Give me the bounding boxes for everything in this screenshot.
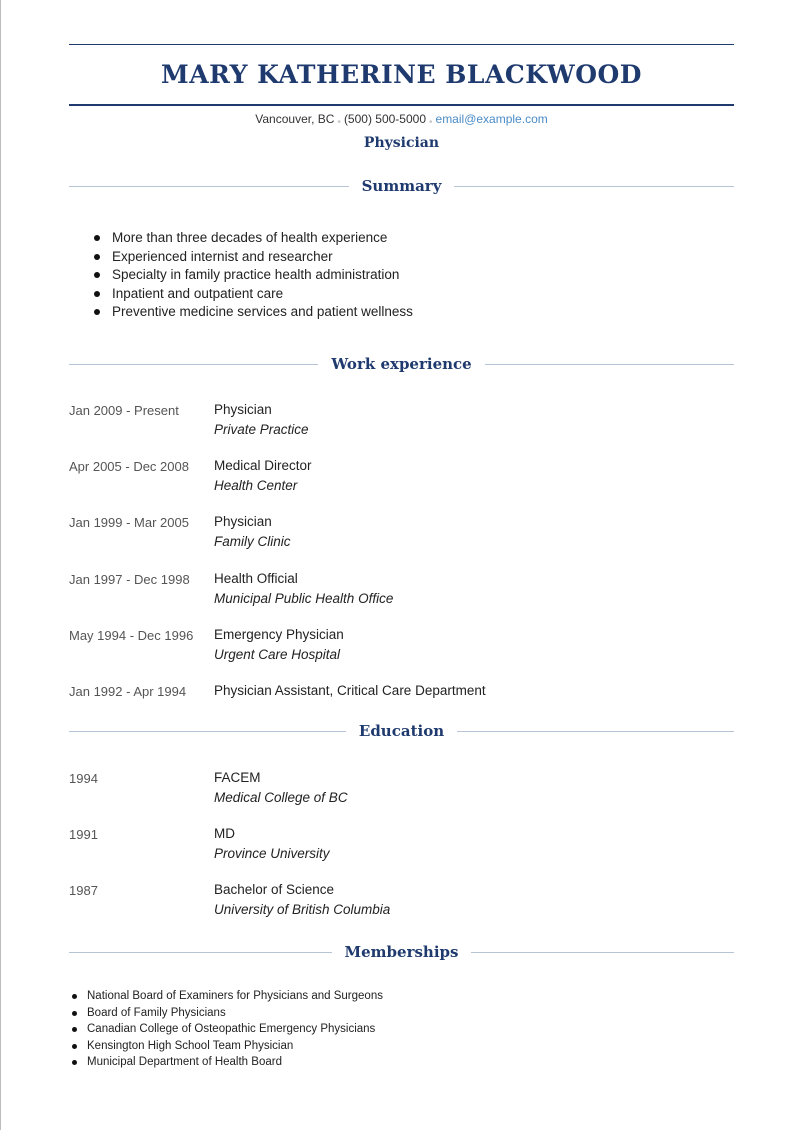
candidate-name: MARY KATHERINE BLACKWOOD <box>161 60 642 89</box>
education-degree: FACEM <box>214 770 261 785</box>
section-rule <box>69 731 346 732</box>
education-detail <box>214 768 734 824</box>
membership-item: Board of Family Physicians <box>72 1005 383 1022</box>
education-year: 1991 <box>69 827 98 843</box>
location: Vancouver, BC <box>255 112 335 126</box>
work-entry <box>69 456 734 512</box>
work-dates: Jan 1999 - Mar 2005 <box>69 515 189 531</box>
education-entry <box>69 824 734 880</box>
work-section-heading <box>69 353 734 375</box>
section-rule <box>454 186 734 187</box>
summary-item: More than three decades of health experience <box>93 229 413 248</box>
work-dates: Apr 2005 - Dec 2008 <box>69 459 189 475</box>
education-year: 1994 <box>69 771 98 786</box>
work-role: Physician Assistant, Critical Care Department <box>214 682 486 698</box>
education-heading: Education <box>358 722 445 740</box>
phone: (500) 500-5000 <box>343 112 426 126</box>
work-role: Physician <box>214 514 272 530</box>
education-entry <box>69 880 734 936</box>
education-year: 1987 <box>69 883 98 899</box>
header-rule-bottom <box>69 104 734 106</box>
work-organization: Municipal Public Health Office <box>214 590 394 606</box>
summary-section-heading <box>69 175 734 197</box>
education-section-heading <box>69 720 734 742</box>
section-rule <box>69 364 318 365</box>
work-entry <box>69 569 734 625</box>
education-school: University of British Columbia <box>214 902 391 918</box>
work-entry <box>69 512 734 568</box>
work-organization: Family Clinic <box>214 534 291 550</box>
work-detail <box>214 681 734 711</box>
membership-item: Kensington High School Team Physician <box>72 1038 383 1055</box>
work-role: Emergency Physician <box>214 626 344 642</box>
section-rule <box>457 731 734 732</box>
work-heading: Work experience <box>331 355 472 373</box>
contact-separator: • <box>337 117 341 128</box>
summary-item: Preventive medicine services and patient wellness <box>93 303 413 322</box>
memberships-section-heading <box>69 941 734 963</box>
page-edge <box>0 0 1 1130</box>
education-school: Medical College of BC <box>214 790 348 805</box>
work-dates: Jan 1992 - Apr 1994 <box>69 683 187 699</box>
memberships-list <box>72 988 383 1071</box>
work-detail <box>214 625 734 681</box>
summary-item: Experienced internist and researcher <box>93 248 413 267</box>
work-detail <box>214 400 734 456</box>
job-title: Physician <box>363 135 440 151</box>
work-entry <box>69 400 734 456</box>
education-entries <box>69 768 734 937</box>
education-detail <box>214 880 734 936</box>
work-dates: Jan 2009 - Present <box>69 403 179 418</box>
section-rule <box>69 186 349 187</box>
work-dates: May 1994 - Dec 1996 <box>69 627 194 643</box>
work-entry <box>69 681 734 711</box>
contact-separator: • <box>429 117 433 128</box>
contact-line <box>69 110 734 130</box>
work-organization: Urgent Care Hospital <box>214 646 341 662</box>
work-entry <box>69 625 734 681</box>
membership-item: Canadian College of Osteopathic Emergency Physicians <box>72 1021 383 1038</box>
work-detail <box>214 512 734 568</box>
membership-item: Municipal Department of Health Board <box>72 1054 383 1071</box>
section-rule <box>471 952 734 953</box>
work-organization: Health Center <box>214 478 298 494</box>
summary-item: Inpatient and outpatient care <box>93 285 413 304</box>
education-school: Province University <box>214 846 330 862</box>
work-entries <box>69 400 734 711</box>
work-detail <box>214 569 734 625</box>
summary-list <box>93 229 413 322</box>
education-entry <box>69 768 734 824</box>
work-role: Medical Director <box>214 458 312 474</box>
summary-heading: Summary <box>361 177 442 195</box>
email-link[interactable]: email@example.com <box>435 112 548 126</box>
memberships-heading: Memberships <box>344 943 459 961</box>
membership-item: National Board of Examiners for Physicians and Surgeons <box>72 988 383 1005</box>
header-rule-top <box>69 44 734 45</box>
education-degree: Bachelor of Science <box>214 882 335 898</box>
summary-item: Specialty in family practice health administration <box>93 266 413 285</box>
work-dates: Jan 1997 - Dec 1998 <box>69 571 190 587</box>
education-degree: MD <box>214 826 235 842</box>
work-detail <box>214 456 734 512</box>
section-rule <box>69 952 332 953</box>
work-role: Health Official <box>214 570 298 586</box>
education-detail <box>214 824 734 880</box>
section-rule <box>485 364 734 365</box>
work-organization: Private Practice <box>214 422 309 437</box>
work-role: Physician <box>214 402 272 417</box>
